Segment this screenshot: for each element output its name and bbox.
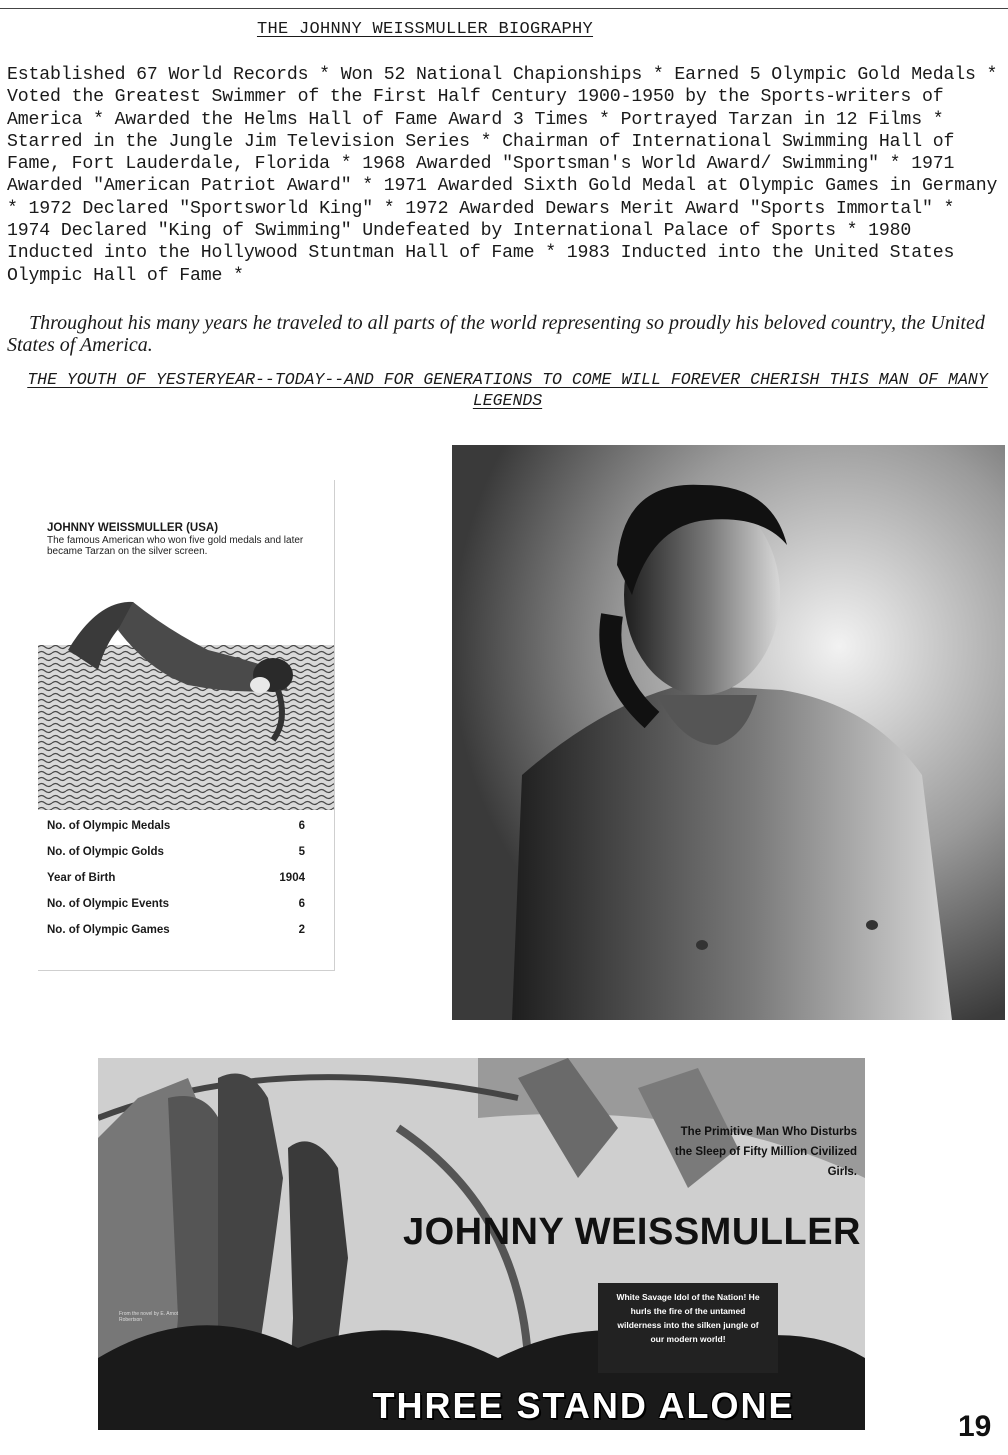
stat-label: No. of Olympic Games bbox=[47, 924, 170, 936]
stat-value: 1904 bbox=[279, 872, 305, 884]
stat-row bbox=[47, 898, 305, 924]
olympic-card bbox=[38, 480, 335, 971]
top-rule bbox=[0, 8, 1008, 9]
poster-blurb: White Savage Idol of the Nation! He hurls the fire of the untamed wilderness into the silken jungle of our modern world! bbox=[616, 1292, 760, 1344]
swimmer-illustration bbox=[38, 590, 334, 810]
biography-text: Established 67 World Records * Won 52 National Chapionships * Earned 5 Olympic Gold Medals * Voted the Greatest Swimmer of the First Half Century 1900-1950 by the Sports-writers of America * Awarded the Helms Hall of Fame Award 3 Times * Portrayed Tarzan in 12 Films * Starred in the Jungle Jim Television Series * Chairman of International Swimming Hall of Fame, Fort Lauderdale, Florida * 1968 Awarded "Sportsman's World Award/ Swimming" * 1971 Awarded "American Patriot Award" * 1971 Awarded Sixth Gold Medal at Olympic Games in Germany * 1972 Declared "Sportsworld King" * 1972 Awarded Dewars Merit Award "Sports Immortal" * 1974 Declared "King of Swimming" Undefeated by International Palace of Sports * 1980 Inducted into the Hollywood Stuntman Hall of Fame * 1983 Inducted into the United States Olympic Hall of Fame * bbox=[7, 65, 998, 286]
page-number: 19 bbox=[958, 1410, 992, 1443]
poster-movie-title: THREE STAND ALONE bbox=[372, 1385, 795, 1426]
page-title bbox=[0, 20, 850, 39]
movie-poster bbox=[98, 1058, 865, 1430]
stat-label: No. of Olympic Events bbox=[47, 898, 170, 910]
stats-table bbox=[47, 820, 305, 950]
stat-row bbox=[47, 872, 305, 898]
stat-row bbox=[47, 924, 305, 950]
stat-label: No. of Olympic Medals bbox=[47, 820, 171, 832]
stat-label: No. of Olympic Golds bbox=[47, 846, 164, 858]
poster-tagline: The Primitive Man Who Disturbs the Sleep of Fifty Million Civilized Girls. bbox=[674, 1126, 857, 1178]
card-subtitle: The famous American who won five gold medals and later became Tarzan on the silver screen. bbox=[47, 535, 304, 557]
page-title-text: THE JOHNNY WEISSMULLER BIOGRAPHY bbox=[256, 20, 594, 39]
stat-label: Year of Birth bbox=[47, 872, 116, 884]
stat-value: 5 bbox=[298, 846, 305, 858]
slogan-text: THE YOUTH OF YESTERYEAR--TODAY--AND FOR GENERATIONS TO COME WILL FOREVER CHERISH THIS MAN OF MANY LEGENDS bbox=[27, 370, 988, 410]
poster-actor-name: JOHNNY WEISSMULLER bbox=[402, 1211, 861, 1253]
tribute-text: Throughout his many years he traveled to all parts of the world representing so proudly his beloved country, the United States of America. bbox=[7, 312, 985, 356]
stat-value: 6 bbox=[298, 820, 305, 832]
stat-value: 2 bbox=[298, 924, 305, 936]
stat-row bbox=[47, 846, 305, 872]
stat-value: 6 bbox=[298, 898, 305, 910]
stat-row bbox=[47, 820, 305, 846]
card-title: JOHNNY WEISSMULLER (USA) bbox=[47, 522, 219, 534]
portrait-image bbox=[452, 445, 1005, 1020]
poster-credit: From the novel by E. Arnot Robertson bbox=[119, 1311, 179, 1323]
portrait-photo bbox=[452, 445, 1005, 1020]
